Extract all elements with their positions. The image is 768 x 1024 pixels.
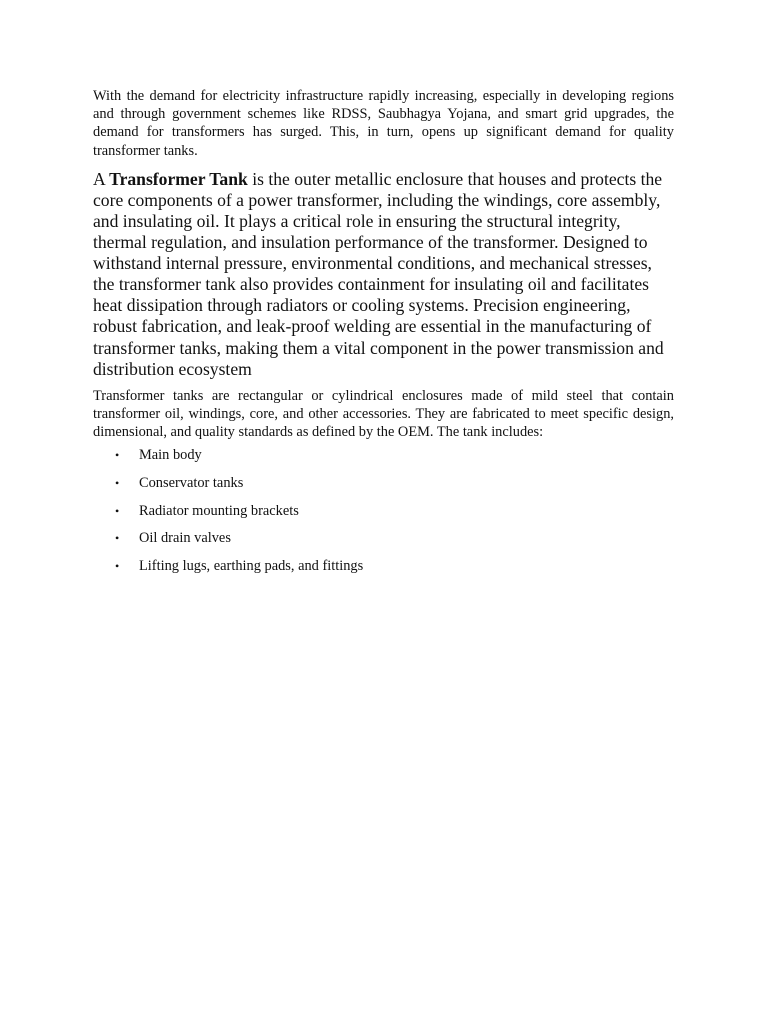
description-paragraph: Transformer tanks are rectangular or cylindrical enclosures made of mild steel that contain transformer oil, windings, core, and other accessories. They are fabricated to meet specific design, dimensional, and quality standards as defined by the OEM. The tank includes: bbox=[93, 387, 674, 441]
list-item-text: Lifting lugs, earthing pads, and fittings bbox=[139, 558, 364, 575]
bullet-icon: • bbox=[115, 531, 120, 546]
definition-body: is the outer metallic enclosure that houses and protects the core components of a power transformer, including the windings, core assembly, and insulating oil. It plays a critical role in ensuring the structural integrity, thermal regulation, and insulation performance of the transformer. Designed to withstand internal pressure, environmental conditions, and mechanical stresses, the transformer tank also provides containment for insulating oil and facilitates heat dissipation through radiators or cooling systems. Precision engineering, robust fabrication, and leak-proof welding are essential in the manufacturing of transformer tanks, making them a vital component in the power transmission and distribution ecosystem bbox=[93, 168, 664, 379]
bullet-icon: • bbox=[115, 448, 120, 463]
list-item-text: Radiator mounting brackets bbox=[139, 502, 299, 519]
list-item-text: Oil drain valves bbox=[139, 530, 231, 547]
definition-lead: A bbox=[93, 168, 110, 189]
list-item-text: Main body bbox=[139, 447, 202, 464]
document-page bbox=[93, 87, 674, 585]
list-item bbox=[93, 446, 674, 464]
intro-paragraph: With the demand for electricity infrastructure rapidly increasing, especially in developing regions and through government schemes like RDSS, Saubhagya Yojana, and smart grid upgrades, the demand for transformers has surged. This, in turn, opens up significant demand for quality transformer tanks. bbox=[93, 88, 674, 159]
bullet-icon: • bbox=[115, 559, 120, 574]
list-item bbox=[93, 474, 674, 492]
list-item bbox=[93, 557, 674, 575]
list-item bbox=[93, 502, 674, 520]
components-list bbox=[93, 446, 674, 575]
list-item-text: Conservator tanks bbox=[139, 475, 244, 492]
definition-paragraph bbox=[93, 169, 674, 380]
list-item bbox=[93, 529, 674, 547]
definition-term: Transformer Tank bbox=[109, 168, 248, 189]
bullet-icon: • bbox=[115, 503, 120, 518]
bullet-icon: • bbox=[115, 476, 120, 491]
